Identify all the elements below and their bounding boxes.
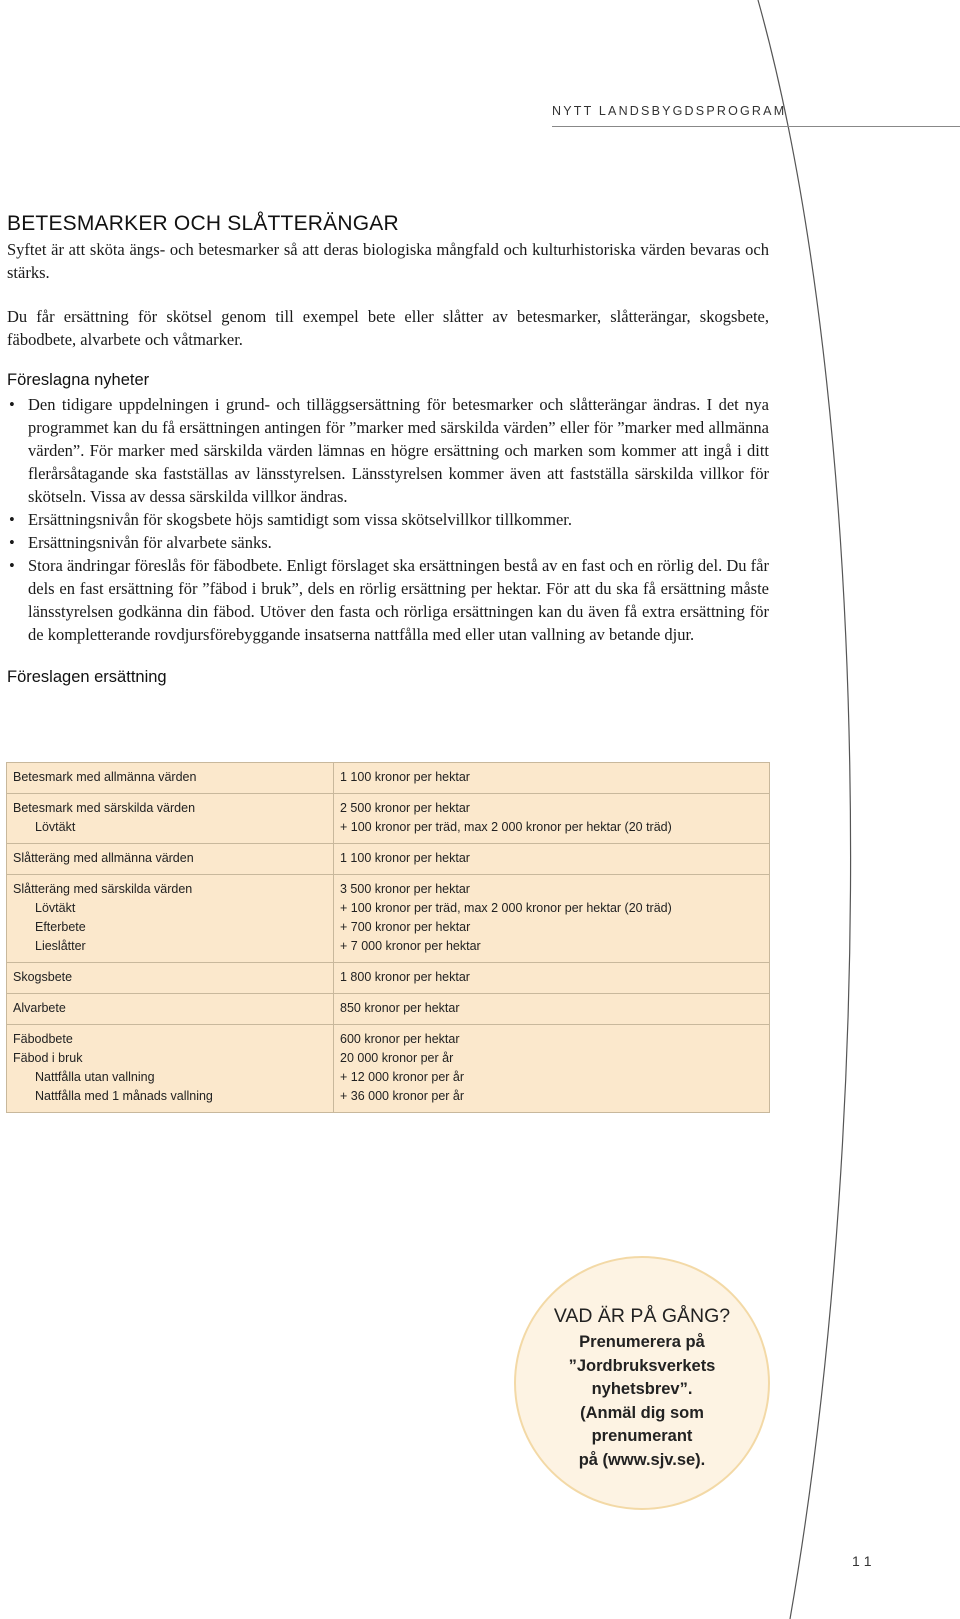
- amount-text: + 100 kronor per träd, max 2 000 kronor per hektar (20 träd): [340, 901, 672, 915]
- subscribe-callout: [514, 1256, 770, 1510]
- amount-cell: [334, 844, 770, 875]
- news-item-text: Den tidigare uppdelningen i grund- och tilläggsersättning för betesmarker och slåtterängar ändras. I det nya programmet kan du få ersättningen antingen för ”marker med särskilda värden” eller för ”marker med allmänna värden”. För marker med särskilda värden lämnas en högre ersättning och marken som kommer att ingå i ditt flerårsåtagande ska fastställas av länsstyrelsen. Länsstyrelsen kommer även att fastställa särskilda villkor för skötseln. Vissa av dessa särskilda villkor ändras.: [28, 395, 769, 506]
- area-type-text: Lövtäkt: [35, 901, 76, 915]
- area-type-cell: [7, 794, 334, 844]
- amount-text: 850 kronor per hektar: [340, 1001, 460, 1015]
- bullet-icon: •: [9, 556, 15, 575]
- page-number: 11: [852, 1553, 877, 1569]
- news-list: [7, 393, 769, 646]
- amount-cell: [334, 994, 770, 1025]
- callout-title: VAD ÄR PÅ GÅNG?: [553, 1305, 731, 1327]
- news-item: [7, 508, 769, 531]
- area-type-text: Fäbodbete: [13, 1032, 73, 1046]
- area-type-text: Slåtteräng med allmänna värden: [13, 851, 194, 865]
- area-type-text: Efterbete: [35, 920, 86, 934]
- header-rule: [552, 126, 960, 127]
- table-row: [7, 994, 770, 1025]
- callout-line: ”Jordbruksverkets: [568, 1356, 716, 1375]
- amount-text: 1 100 kronor per hektar: [340, 770, 470, 784]
- news-item: [7, 531, 769, 554]
- callout-line: prenumerant: [591, 1427, 693, 1445]
- amount-text: + 12 000 kronor per år: [340, 1070, 465, 1084]
- bullet-icon: •: [9, 395, 15, 414]
- amount-text: + 100 kronor per träd, max 2 000 kronor per hektar (20 träd): [340, 820, 672, 834]
- news-item-text: Ersättningsnivån för skogsbete höjs samtidigt som vissa skötselvillkor tillkommer.: [28, 510, 573, 529]
- table-row: [7, 875, 770, 963]
- callout-line: Prenumerera på: [579, 1333, 705, 1351]
- amount-cell: [334, 1025, 770, 1113]
- table-row: [7, 1025, 770, 1113]
- area-type-text: Nattfålla utan vallning: [35, 1070, 155, 1084]
- main-content: [7, 212, 769, 687]
- callout-line: nyhetsbrev”.: [591, 1380, 693, 1398]
- area-type-text: Betesmark med allmänna värden: [13, 770, 197, 784]
- bullet-icon: •: [9, 533, 15, 552]
- intro-paragraph-2: Du får ersättning för skötsel genom till exempel bete eller slåtter av betesmarker, slåtterängar, skogsbete, fäbodbete, alvarbete och våtmarker.: [7, 307, 769, 349]
- amount-text: + 7 000 kronor per hektar: [340, 939, 481, 953]
- area-type-text: Skogsbete: [13, 970, 73, 984]
- compensation-table: [6, 762, 770, 1113]
- area-type-text: Nattfålla med 1 månads vallning: [35, 1089, 213, 1103]
- amount-text: 1 100 kronor per hektar: [340, 851, 470, 865]
- news-item: [7, 393, 769, 508]
- page-title: BETESMARKER OCH SLÅTTERÄNGAR: [7, 212, 399, 235]
- area-type-cell: [7, 963, 334, 994]
- area-type-text: Fäbod i bruk: [13, 1051, 83, 1065]
- area-type-cell: [7, 763, 334, 794]
- area-type-cell: [7, 875, 334, 963]
- news-item-text: Stora ändringar föreslås för fäbodbete. Enligt förslaget ska ersättningen bestå av en fast och en rörlig del. Du får dels en fast ersättning för ”fäbod i bruk”, dels en rörlig ersättning per hektar. För att du ska få ersättning måste länsstyrelsen godkänna din fäbod. Utöver den fasta och rörliga ersättningen kan du även få extra ersättning för de kompletterande rovdjursförebyggande insatserna nattfålla med eller utan vallning av betande djur.: [28, 556, 769, 644]
- table-row: [7, 763, 770, 794]
- amount-cell: [334, 875, 770, 963]
- area-type-text: Lieslåtter: [35, 939, 86, 953]
- area-type-cell: [7, 844, 334, 875]
- area-type-cell: [7, 994, 334, 1025]
- bullet-icon: •: [9, 510, 15, 529]
- intro-paragraph-1: Syftet är att sköta ängs- och betesmarker så att deras biologiska mångfald och kulturhistoriska värden bevaras och stärks.: [7, 240, 769, 282]
- callout-line: (Anmäl dig som: [580, 1403, 704, 1422]
- area-type-text: Betesmark med särskilda värden: [13, 801, 196, 815]
- table-row: [7, 963, 770, 994]
- amount-text: 3 500 kronor per hektar: [340, 882, 470, 896]
- amount-cell: [334, 763, 770, 794]
- area-type-cell: [7, 1025, 334, 1113]
- area-type-text: Alvarbete: [13, 1001, 66, 1015]
- callout-line: på (www.sjv.se).: [578, 1450, 706, 1469]
- amount-text: + 36 000 kronor per år: [340, 1089, 465, 1103]
- amount-text: 600 kronor per hektar: [340, 1032, 460, 1046]
- news-item: [7, 554, 769, 646]
- area-type-text: Slåtteräng med särskilda värden: [13, 882, 193, 896]
- area-type-text: Lövtäkt: [35, 820, 76, 834]
- amount-text: 20 000 kronor per år: [340, 1051, 454, 1065]
- amount-cell: [334, 794, 770, 844]
- compensation-heading: Föreslagen ersättning: [7, 668, 167, 686]
- section-header-label: NYTT LANDSBYGDSPROGRAM: [552, 104, 787, 118]
- callout-text: [516, 1331, 768, 1472]
- news-heading: Föreslagna nyheter: [7, 371, 150, 389]
- news-item-text: Ersättningsnivån för alvarbete sänks.: [28, 533, 272, 552]
- table-row: [7, 844, 770, 875]
- table-row: [7, 794, 770, 844]
- amount-text: 2 500 kronor per hektar: [340, 801, 470, 815]
- amount-text: 1 800 kronor per hektar: [340, 970, 470, 984]
- amount-text: + 700 kronor per hektar: [340, 920, 471, 934]
- amount-cell: [334, 963, 770, 994]
